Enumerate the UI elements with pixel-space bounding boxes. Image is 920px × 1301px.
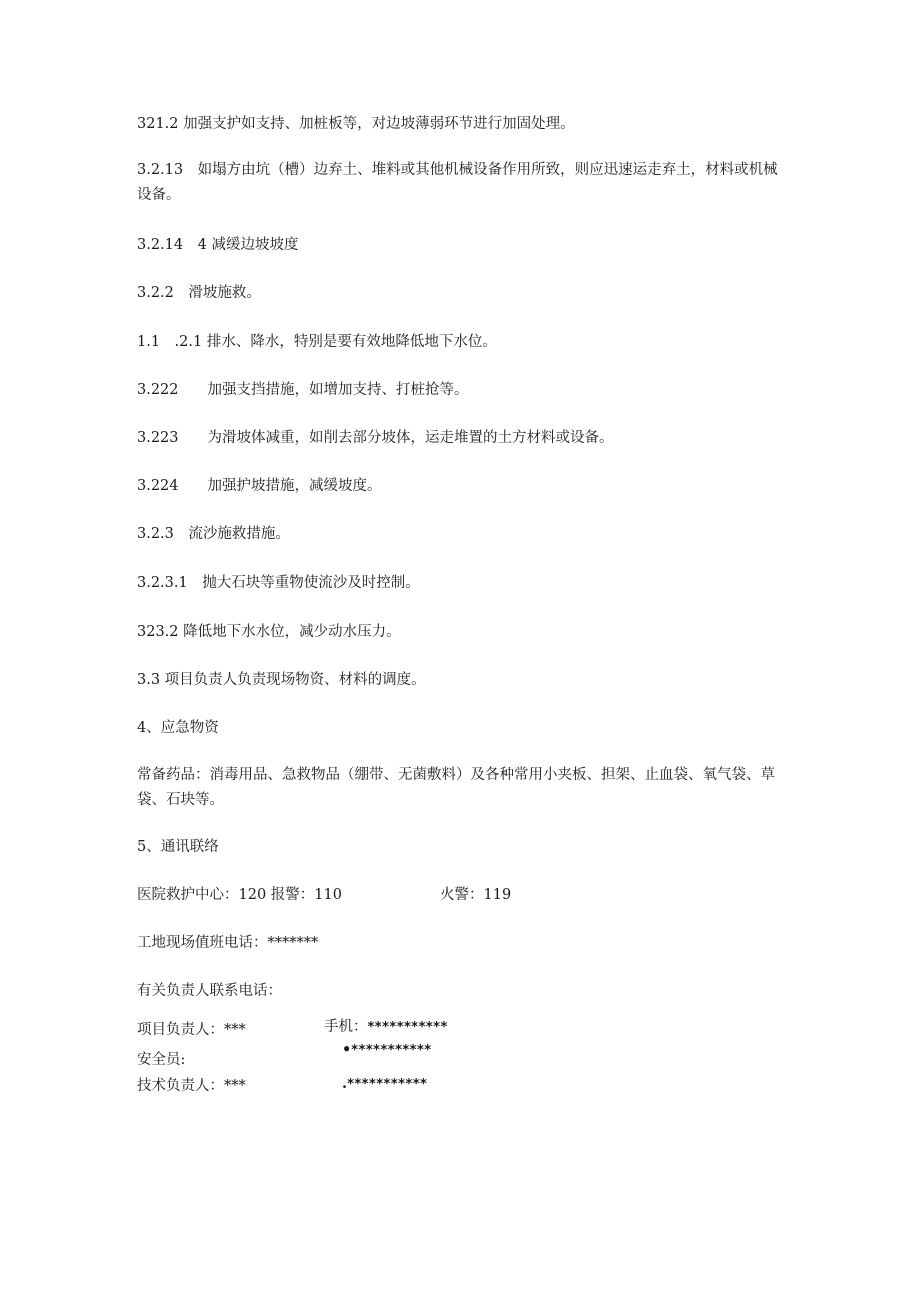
tech-lead-label: 技术负责人：*** <box>137 1078 246 1094</box>
section-heading-emergency-supplies: 4、应急物资 <box>137 720 219 736</box>
project-manager-label: 项目负责人：*** <box>137 1022 246 1038</box>
contacts-heading: 有关负责人联系电话： <box>137 983 282 999</box>
paragraph-3-2-13: 3.2.13 如塌方由坑（槽）边弃土、堆料或其他机械设备作用所致，则应迅速运走弃土，材料或机械设备。 <box>137 162 778 203</box>
emergency-numbers-hospital-police: 医院救护中心：120 报警：110 <box>137 887 342 903</box>
project-manager-phone-value: *********** <box>367 1020 448 1035</box>
paragraph-3-2-2-2: 3.222 加强支挡措施，如增加支持、打桩抢等。 <box>137 382 469 398</box>
paragraph-3-2-3-2: 323.2 降低地下水水位，减少动水压力。 <box>137 624 401 640</box>
section-heading-communication: 5、通讯联络 <box>137 839 219 855</box>
period-mark: . <box>342 1075 348 1092</box>
project-manager-phone <box>324 1017 448 1038</box>
safety-officer-label: 安全员: <box>137 1052 186 1068</box>
paragraph-3-3: 3.3 项目负责人负责现场物资、材料的调度。 <box>137 672 426 688</box>
phone-label: 手机： <box>324 1019 368 1035</box>
site-duty-phone: 工地现场值班电话：******* <box>137 935 319 951</box>
emergency-number-fire: 火警：119 <box>440 887 512 903</box>
paragraph-3-2-14: 3.2.14 4 减缓边坡坡度 <box>137 237 299 253</box>
bullet-mark: • <box>342 1041 352 1058</box>
paragraph-3-2-2-1: 1.1 .2.1 排水、降水，特别是要有效地降低地下水位。 <box>137 334 497 350</box>
tech-lead-phone <box>342 1074 427 1095</box>
paragraph-3-2-2-4: 3.224 加强护坡措施，减缓坡度。 <box>137 478 382 494</box>
paragraph-3-2-3: 3.2.3 流沙施救措施。 <box>137 526 290 542</box>
paragraph-3-2-3-1: 3.2.3.1 抛大石块等重物使流沙及时控制。 <box>137 575 420 591</box>
tech-lead-phone-value: *********** <box>347 1077 428 1092</box>
paragraph-3-2-2: 3.2.2 滑坡施救。 <box>137 285 261 301</box>
paragraph-3-2-12: 321.2 加强支护如支持、加桩板等，对边坡薄弱环节进行加固处理。 <box>137 116 575 132</box>
safety-officer-phone <box>342 1040 432 1061</box>
paragraph-medical-supplies: 常备药品：消毒用品、急救物品（绷带、无菌敷料）及各种常用小夹板、担架、止血袋、氧气袋、草袋、石块等。 <box>137 767 775 808</box>
paragraph-3-2-2-3: 3.223 为滑坡体减重，如削去部分坡体，运走堆置的土方材料或设备。 <box>137 430 614 446</box>
safety-officer-phone-value: *********** <box>351 1043 432 1058</box>
